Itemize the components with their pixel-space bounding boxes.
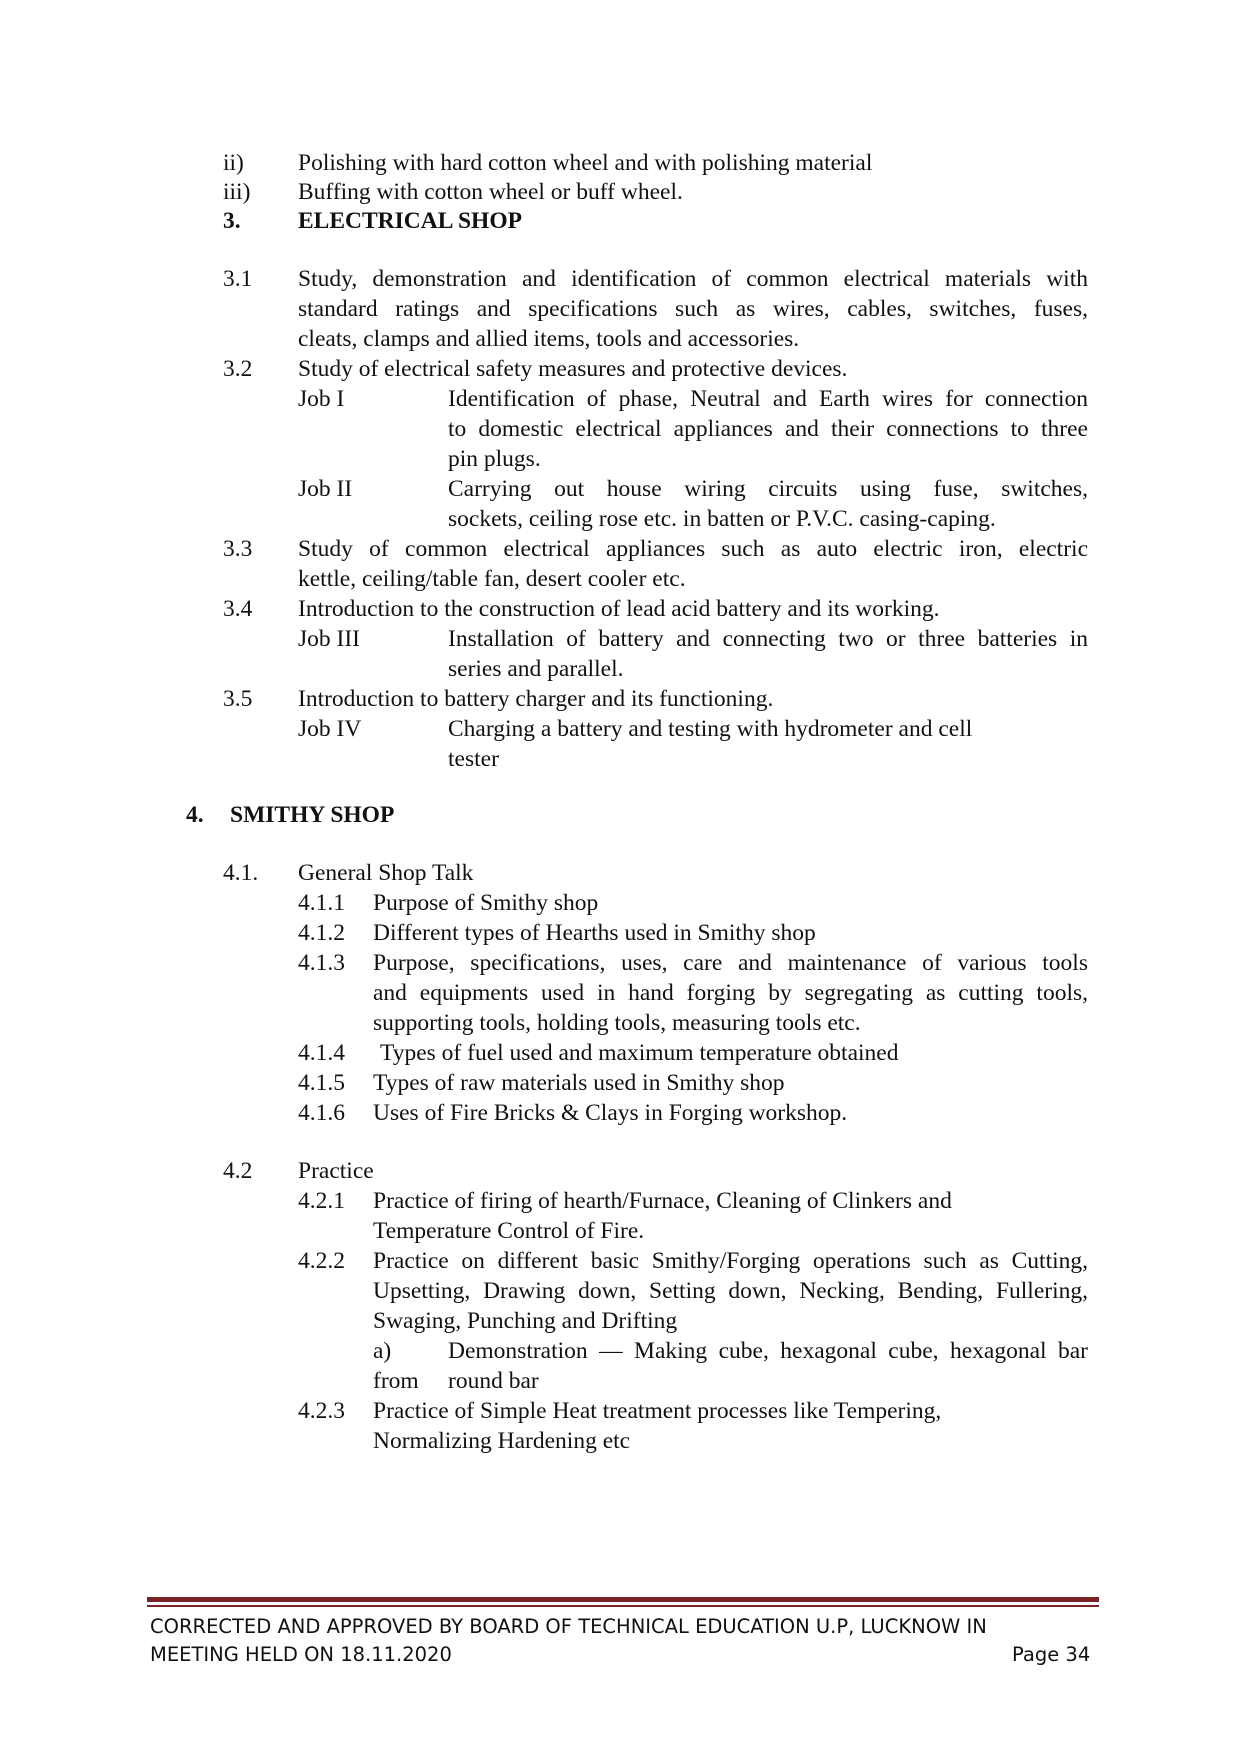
subitem-number: 4.1.3 [298,950,345,976]
job-label: Job II [298,476,353,502]
item-text: standard ratings and specifications such as wires, cables, switches, fuses, [298,296,1088,322]
subitem-number: 4.2.3 [298,1398,345,1424]
subitem-number: 4.1.5 [298,1070,345,1096]
item-number: 4.1. [223,860,259,886]
subitem-number: 4.1.2 [298,920,345,946]
list-item-text: Demonstration — Making cube, hexagonal cube, hexagonal bar [448,1338,1088,1364]
subitem-number: 4.2.2 [298,1248,345,1274]
subitem-text: Practice on different basic Smithy/Forging operations such as Cutting, [373,1248,1088,1274]
item-text: Introduction to the construction of lead acid battery and its working. [298,596,940,622]
subitem-text: Purpose, specifications, uses, care and maintenance of various tools [373,950,1088,976]
subitem-number: 4.2.1 [298,1188,345,1214]
subitem-text: Uses of Fire Bricks & Clays in Forging workshop. [373,1100,848,1126]
job-text: Installation of battery and connecting two or three batteries in [448,626,1088,652]
subitem-text: Swaging, Punching and Drifting [373,1308,678,1334]
subitem-text: Types of fuel used and maximum temperature obtained [380,1040,899,1066]
list-item-text: round bar [448,1368,539,1394]
footer-approval-text: CORRECTED AND APPROVED BY BOARD OF TECHNICAL EDUCATION U.P, LUCKNOW IN [150,1615,987,1638]
item-text: Introduction to battery charger and its functioning. [298,686,774,712]
item-number: 3.1 [223,266,253,292]
item-text: kettle, ceiling/table fan, desert cooler etc. [298,566,686,592]
item-number: 4.2 [223,1158,253,1184]
list-marker: ii) [223,150,244,176]
item-number: 3.2 [223,356,253,382]
item-number: 3.5 [223,686,253,712]
subitem-text: Temperature Control of Fire. [373,1218,645,1244]
job-text: Identification of phase, Neutral and Earth wires for connection [448,386,1088,412]
job-text: Charging a battery and testing with hydrometer and cell [448,716,973,742]
subitem-number: 4.1.6 [298,1100,345,1126]
item-number: 3.4 [223,596,253,622]
section-number: 3. [223,208,241,234]
job-label: Job I [298,386,345,412]
list-marker: a) [373,1338,392,1364]
item-number: 3.3 [223,536,253,562]
footer-meeting-text: MEETING HELD ON 18.11.2020 [150,1643,452,1666]
list-item-text: from [373,1368,419,1394]
item-text: Study, demonstration and identification of common electrical materials with [298,266,1088,292]
subitem-number: 4.1.1 [298,890,345,916]
list-item-text: Polishing with hard cotton wheel and with polishing material [298,150,873,176]
subitem-text: supporting tools, holding tools, measuring tools etc. [373,1010,861,1036]
subitem-text: and equipments used in hand forging by segregating as cutting tools, [373,980,1088,1006]
job-text: tester [448,746,499,772]
subitem-text: Practice of Simple Heat treatment processes like Tempering, [373,1398,942,1424]
subitem-text: Types of raw materials used in Smithy shop [373,1070,785,1096]
footer-rule-thin [147,1605,1099,1607]
footer-rule [147,1597,1099,1602]
item-text: cleats, clamps and allied items, tools and accessories. [298,326,800,352]
item-text: Practice [298,1158,374,1184]
section-heading: SMITHY SHOP [230,802,395,828]
subitem-text: Purpose of Smithy shop [373,890,599,916]
subitem-text: Normalizing Hardening etc [373,1428,631,1454]
list-item-text: Buffing with cotton wheel or buff wheel. [298,179,683,205]
subitem-text: Upsetting, Drawing down, Setting down, Necking, Bending, Fullering, [373,1278,1088,1304]
job-text: series and parallel. [448,656,624,682]
job-label: Job IV [298,716,362,742]
job-text: sockets, ceiling rose etc. in batten or P.V.C. casing-caping. [448,506,996,532]
job-text: to domestic electrical appliances and their connections to three [448,416,1088,442]
job-label: Job III [298,626,360,652]
subitem-text: Different types of Hearths used in Smithy shop [373,920,816,946]
section-heading: ELECTRICAL SHOP [298,208,522,234]
job-text: Carrying out house wiring circuits using fuse, switches, [448,476,1088,502]
page-number: Page 34 [1012,1643,1091,1666]
subitem-number: 4.1.4 [298,1040,345,1066]
subitem-text: Practice of firing of hearth/Furnace, Cleaning of Clinkers and [373,1188,952,1214]
job-text: pin plugs. [448,446,541,472]
list-marker: iii) [223,179,251,205]
item-text: General Shop Talk [298,860,474,886]
section-number: 4. [186,802,204,828]
item-text: Study of electrical safety measures and protective devices. [298,356,848,382]
item-text: Study of common electrical appliances such as auto electric iron, electric [298,536,1088,562]
